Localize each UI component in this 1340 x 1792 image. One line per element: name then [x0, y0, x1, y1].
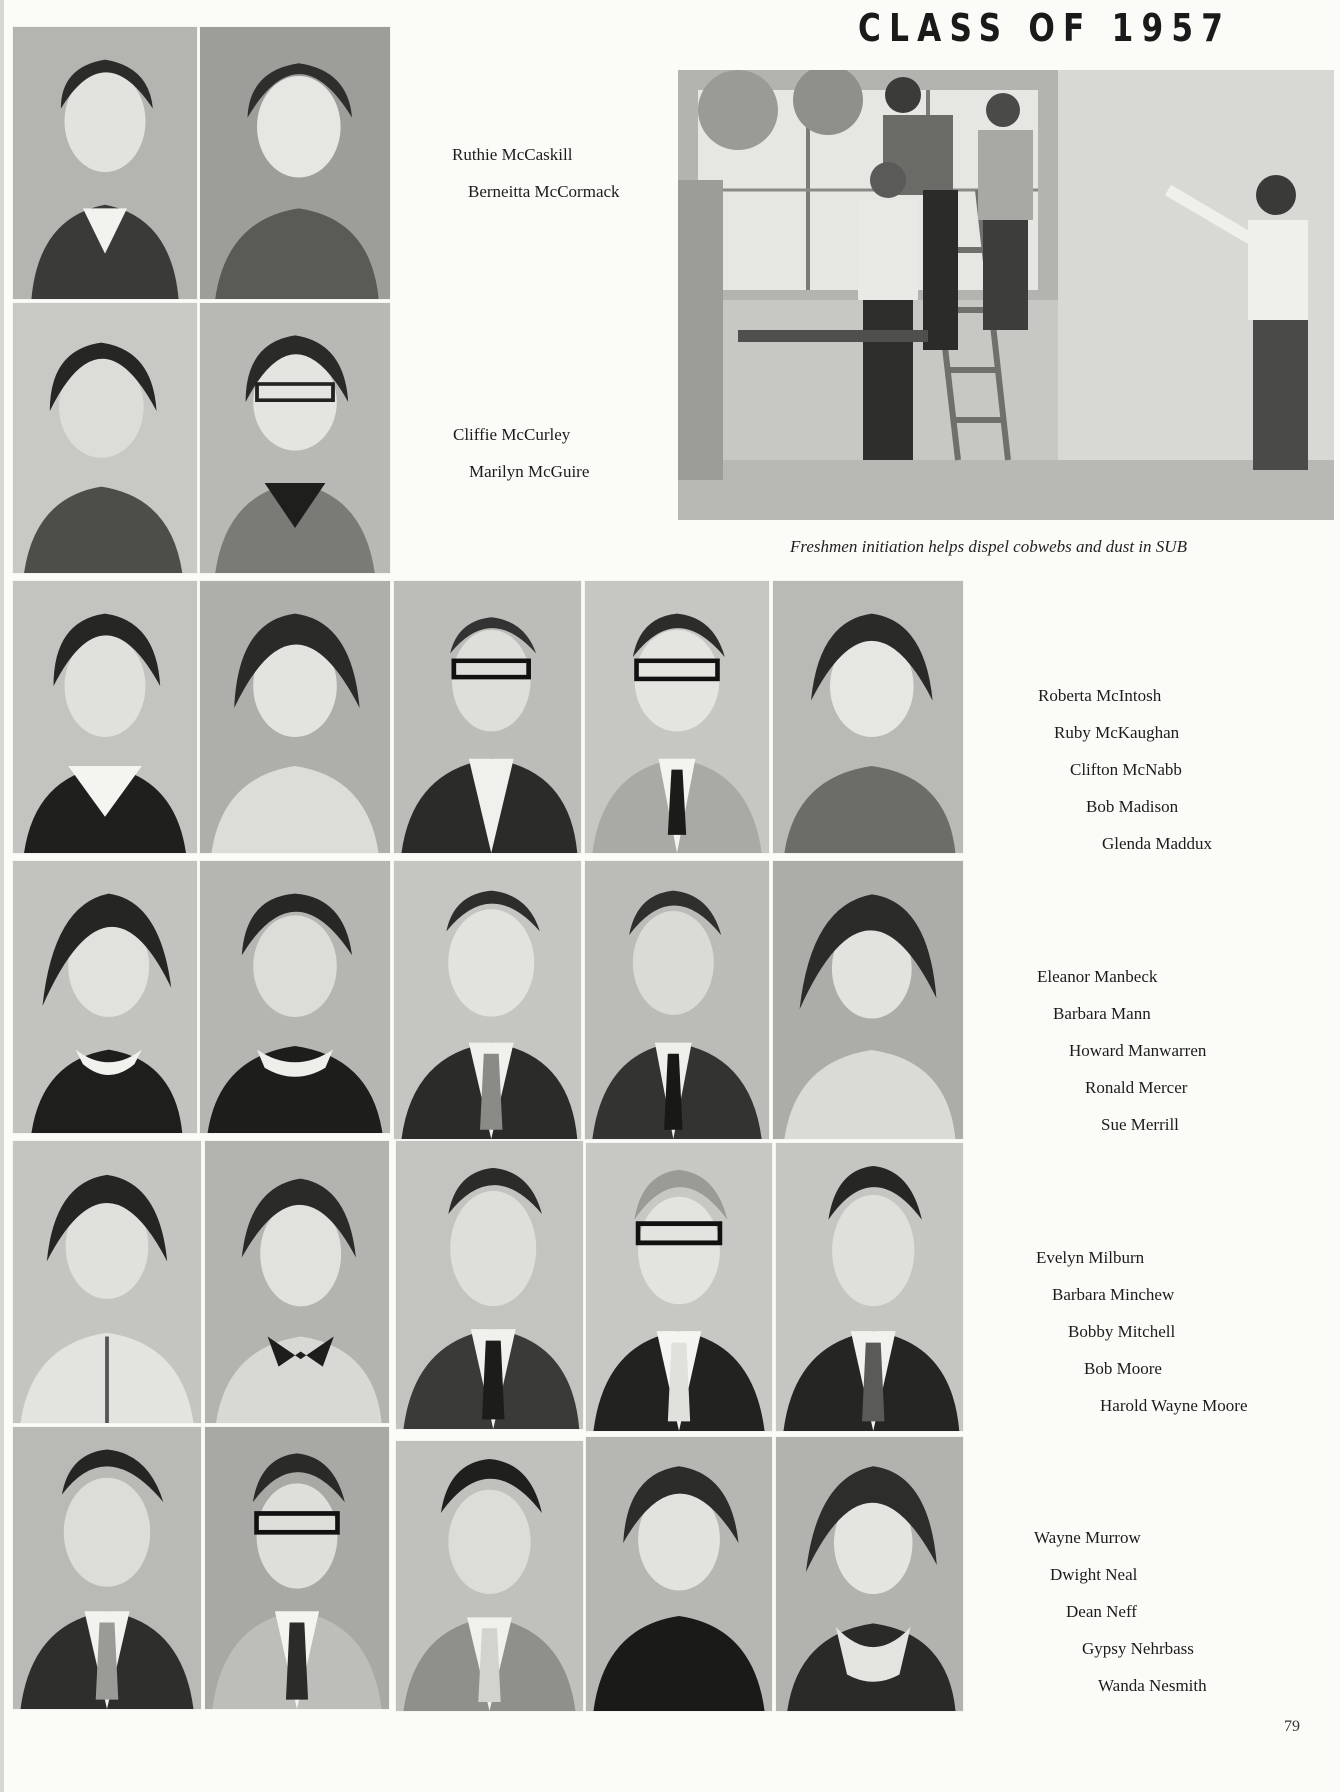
- student-name: Eleanor Manbeck: [1037, 967, 1158, 986]
- student-name: Roberta McIntosh: [1038, 686, 1162, 705]
- portrait-photo: [393, 860, 582, 1140]
- portrait-photo: [393, 580, 582, 854]
- student-name: Wanda Nesmith: [1098, 1676, 1207, 1695]
- portrait-photo: [772, 580, 964, 854]
- portrait-photo: [12, 26, 198, 300]
- portrait-photo: [584, 860, 770, 1140]
- portrait-photo: [204, 1140, 390, 1424]
- student-name: Bobby Mitchell: [1068, 1322, 1176, 1341]
- student-name: Glenda Maddux: [1102, 834, 1213, 853]
- student-name: Gypsy Nehrbass: [1082, 1639, 1194, 1658]
- page-title: CLASS OF 1957: [858, 6, 1232, 50]
- portrait-photo: [199, 302, 391, 574]
- portrait-photo: [395, 1440, 584, 1712]
- portrait-photo: [12, 1426, 202, 1710]
- student-name: Bob Moore: [1084, 1359, 1162, 1378]
- student-name: Evelyn Milburn: [1036, 1248, 1145, 1267]
- portrait-photo: [199, 860, 391, 1134]
- student-name: Dean Neff: [1066, 1602, 1137, 1621]
- portrait-photo: [199, 580, 391, 854]
- student-name: Marilyn McGuire: [469, 462, 590, 481]
- student-name: Harold Wayne Moore: [1100, 1396, 1248, 1415]
- portrait-photo: [772, 860, 964, 1140]
- page-edge: [0, 0, 4, 1792]
- student-name: Clifton McNabb: [1070, 760, 1182, 779]
- student-name: Sue Merrill: [1101, 1115, 1179, 1134]
- student-name: Wayne Murrow: [1034, 1528, 1141, 1547]
- portrait-photo: [204, 1426, 390, 1710]
- portrait-photo: [775, 1436, 964, 1712]
- portrait-photo: [12, 1140, 202, 1424]
- portrait-photo: [12, 860, 198, 1134]
- student-name: Barbara Mann: [1053, 1004, 1151, 1023]
- student-name: Ruthie McCaskill: [452, 145, 573, 164]
- student-name: Ronald Mercer: [1085, 1078, 1188, 1097]
- portrait-photo: [775, 1142, 964, 1432]
- group-photo: [678, 70, 1334, 520]
- portrait-photo: [12, 302, 198, 574]
- portrait-photo: [12, 580, 198, 854]
- student-name: Ruby McKaughan: [1054, 723, 1180, 742]
- student-name: Bob Madison: [1086, 797, 1179, 816]
- portrait-photo: [199, 26, 391, 300]
- photo-caption: Freshmen initiation helps dispel cobwebs and dust in SUB: [790, 537, 1187, 556]
- student-name: Barbara Minchew: [1052, 1285, 1175, 1304]
- page-number: 79: [1284, 1718, 1300, 1735]
- student-name: Howard Manwarren: [1069, 1041, 1207, 1060]
- student-name: Dwight Neal: [1050, 1565, 1138, 1584]
- portrait-photo: [584, 580, 770, 854]
- portrait-photo: [585, 1142, 773, 1432]
- student-name: Berneitta McCormack: [468, 182, 620, 201]
- student-name: Cliffie McCurley: [453, 425, 571, 444]
- portrait-photo: [585, 1436, 773, 1712]
- portrait-photo: [395, 1140, 584, 1430]
